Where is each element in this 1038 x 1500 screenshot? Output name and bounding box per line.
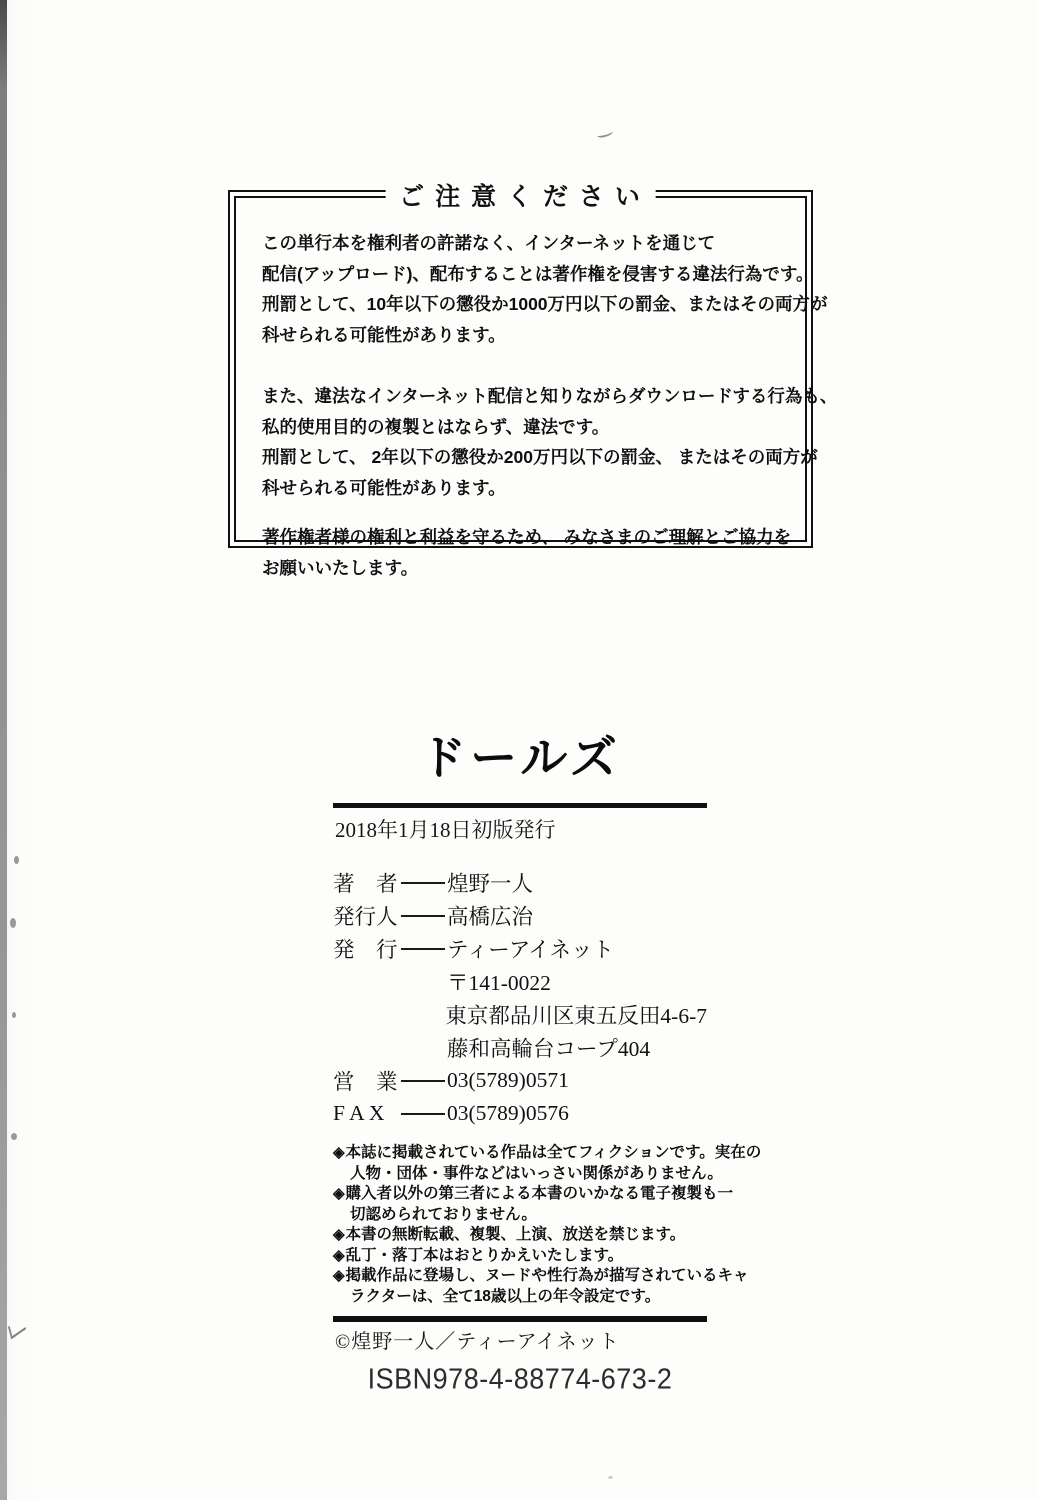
colophon-row-address-2	[333, 1031, 707, 1064]
scan-edge-artifact	[0, 0, 7, 1500]
colophon-row-publisher	[333, 932, 707, 965]
scribble-artifact	[8, 1317, 26, 1340]
copyright-notice-inner-border	[234, 183, 838, 578]
speck-artifact	[608, 1476, 613, 1479]
colophon-column	[333, 733, 762, 1395]
row-value: 東京都品川区東五反田4-6-7	[445, 1004, 707, 1028]
note-item	[333, 1225, 707, 1246]
note-item	[333, 1246, 707, 1267]
notice-title: ご 注 意 く だ さ い	[385, 177, 656, 213]
notice-paragraph	[262, 381, 838, 503]
publication-info	[333, 866, 707, 1130]
dash-connector	[401, 1080, 445, 1082]
notice-paragraph	[262, 228, 828, 350]
notice-line: お願いいたします。	[262, 557, 419, 578]
notice-line: 科せられる可能性があります。	[262, 477, 506, 498]
row-value: 〒141-0022	[447, 971, 551, 995]
note-line	[333, 1246, 707, 1267]
diamond-bullet-icon: ◈	[333, 1185, 345, 1202]
note-line	[333, 1184, 734, 1205]
note-text: 購入者以外の第三者による本書のいかなる電子複製も一	[345, 1185, 734, 1202]
copyright-line: ©煌野一人／ティーアイネット	[335, 1331, 620, 1353]
notice-line: 刑罰として、 2年以下の懲役か200万円以下の罰金、 またはその両方が	[262, 447, 818, 467]
colophon-row-publisher-person	[333, 899, 707, 932]
note-text: 本誌に掲載されている作品は全てフィクションです。実在の	[345, 1144, 762, 1161]
notice-line: 科せられる可能性があります。	[262, 324, 506, 345]
row-label: F A X	[333, 1101, 385, 1125]
note-text: 掲載作品に登場し、ヌードや性行為が描写されているキャ	[345, 1267, 749, 1284]
row-value: 03(5789)0576	[447, 1101, 569, 1125]
copyright-notice-box	[228, 183, 838, 578]
row-label: 著 者	[333, 872, 398, 896]
note-text: 乱丁・落丁本はおとりかえいたします。	[345, 1246, 624, 1264]
note-line	[333, 1143, 762, 1164]
row-value: 煌野一人	[447, 872, 534, 896]
notice-line: 刑罰として、10年以下の懲役か1000万円以下の罰金、またはその両方が	[262, 294, 828, 314]
notice-line: 配信(アップロード)、配布することは著作権を侵害する違法行為です。	[262, 263, 814, 284]
row-label: 営 業	[333, 1070, 398, 1094]
diamond-bullet-icon: ◈	[333, 1246, 345, 1264]
colophon-row-sales-phone	[333, 1064, 707, 1097]
notice-line: この単行本を権利者の許諾なく、インターネットを通じて	[262, 233, 716, 253]
diamond-bullet-icon: ◈	[333, 1144, 345, 1161]
dash-connector	[401, 882, 445, 884]
row-value: ティーアイネット	[447, 938, 615, 962]
colophon-row-author	[333, 866, 707, 899]
row-value: 高橋広治	[447, 905, 534, 929]
note-line	[333, 1225, 707, 1246]
note-item	[333, 1184, 734, 1225]
row-label: 発 行	[333, 938, 398, 962]
colophon-row-address-1	[333, 998, 707, 1031]
colophon-row-postal-code	[333, 965, 707, 998]
note-text: 切認められておりません。	[350, 1205, 537, 1223]
dash-connector	[401, 915, 445, 917]
title-divider-rule	[333, 803, 707, 808]
note-item	[333, 1266, 749, 1307]
note-text: 本書の無断転載、複製、上演、放送を禁じます。	[345, 1226, 686, 1243]
footer-divider-rule	[333, 1316, 707, 1322]
row-value: 藤和高輪台コープ404	[447, 1037, 651, 1061]
speck-artifact	[11, 1133, 17, 1140]
dash-connector	[401, 1113, 445, 1115]
notice-line: 私的使用目的の複製とはならず、違法です。	[262, 416, 610, 437]
notice-paragraph	[262, 522, 792, 583]
note-line	[333, 1266, 749, 1287]
colophon-row-fax	[333, 1097, 707, 1130]
notice-line: 著作権者様の権利と利益を守るため、 みなさまのご理解とご協力を	[262, 527, 792, 547]
row-label: 発行人	[333, 905, 398, 929]
note-item	[333, 1143, 762, 1184]
pen-mark-artifact	[596, 128, 613, 138]
diamond-bullet-icon: ◈	[333, 1267, 345, 1284]
speck-artifact	[12, 1012, 16, 1018]
edition-date: 2018年1月18日初版発行	[335, 818, 556, 842]
legal-notes-list	[333, 1143, 762, 1307]
dash-connector	[401, 948, 445, 950]
diamond-bullet-icon: ◈	[333, 1226, 345, 1243]
speck-artifact	[14, 856, 19, 864]
note-text: ラクターは、全て18歳以上の年令設定です。	[350, 1287, 661, 1305]
row-value: 03(5789)0571	[447, 1068, 569, 1092]
isbn-number: ISBN978-4-88774-673-2	[367, 1363, 673, 1395]
speck-artifact	[10, 918, 16, 928]
book-title: ドールズ	[419, 733, 621, 785]
notice-line: また、違法なインターネット配信と知りながらダウンロードする行為も、	[262, 386, 838, 406]
note-text: 人物・団体・事件などはいっさい関係がありません。	[350, 1164, 723, 1182]
